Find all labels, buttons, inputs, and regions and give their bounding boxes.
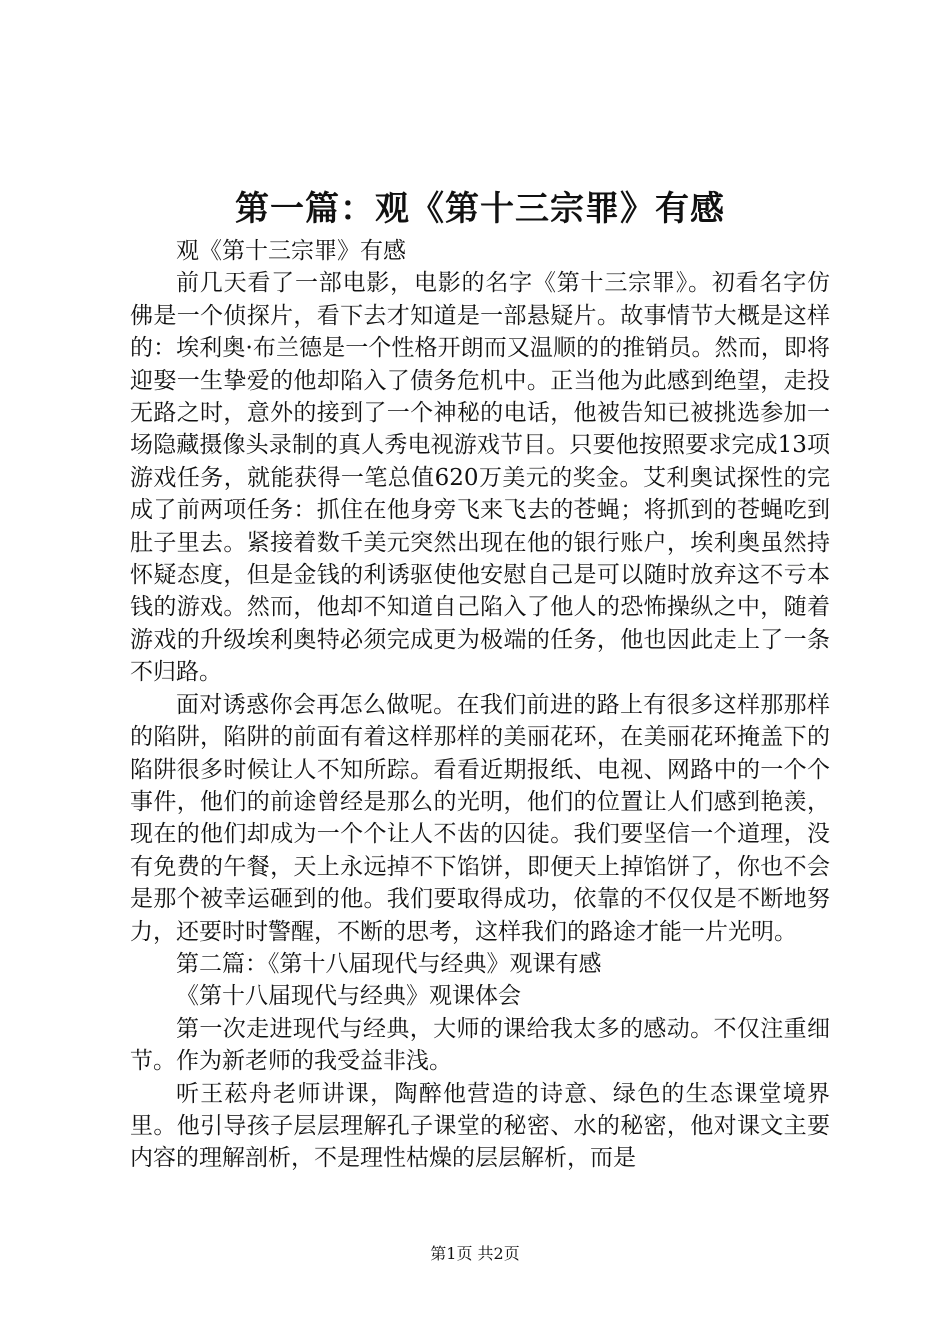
paragraph: 听王菘舟老师讲课，陶醉他营造的诗意、绿色的生态课堂境界里。他引导孩子层层理解孔子课堂的秘密、水的秘密，他对课文主要内容的理解剖析，不是理性枯燥的层层解析，而是 (130, 1080, 830, 1172)
document-body (130, 235, 830, 1175)
paragraph: 前几天看了一部电影，电影的名字《第十三宗罪》。初看名字仿佛是一个侦探片，看下去才知道是一部悬疑片。故事情节大概是这样的：埃利奥·布兰德是一个性格开朗而又温顺的的推销员。然而，即将迎娶一生挚爱的他却陷入了债务危机中。正当他为此感到绝望，走投无路之时，意外的接到了一个神秘的电话，他被告知已被挑选参加一场隐藏摄像头录制的真人秀电视游戏节目。只要他按照要求完成13项游戏任务，就能获得一笔总值620万美元的奖金。艾利奥试探性的完成了前两项任务：抓住在他身旁飞来飞去的苍蝇；将抓到的苍蝇吃到肚子里去。紧接着数千美元突然出现在他的银行账户，埃利奥虽然持怀疑态度，但是金钱的利诱驱使他安慰自己是可以随时放弃这不亏本钱的游戏。然而，他却不知道自己陷入了他人的恐怖操纵之中，随着游戏的升级埃利奥特必须完成更为极端的任务，他也因此走上了一条不归路。 (130, 270, 830, 686)
paragraph: 第二篇：《第十八届现代与经典》观课有感 (176, 950, 602, 977)
paragraph: 观《第十三宗罪》有感 (176, 238, 406, 264)
page-footer: 第1页 共2页 (430, 1244, 520, 1263)
document-page (130, 0, 830, 1344)
paragraph: 面对诱惑你会再怎么做呢。在我们前进的路上有很多这样那那样的陷阱，陷阱的前面有着这样那样的美丽花环，在美丽花环掩盖下的陷阱很多时候让人不知所踪。看看近期报纸、电视、网路中的一个个事件，他们的前途曾经是那么的光明，他们的位置让人们感到艳羡，现在的他们却成为一个个让人不齿的囚徒。我们要坚信一个道理，没有免费的午餐，天上永远掉不下馅饼，即便天上掉馅饼了，你也不会是那个被幸运砸到的他。我们要取得成功，依靠的不仅仅是不断地努力，还要时时警醒，不断的思考，这样我们的路途才能一片光明。 (130, 691, 830, 945)
paragraph: 《第十八届现代与经典》观课体会 (176, 983, 521, 1010)
paragraph: 第一次走进现代与经典，大师的课给我太多的感动。不仅注重细节。作为新老师的我受益非浅。 (130, 1015, 830, 1075)
document-title: 第一篇：观《第十三宗罪》有感 (235, 189, 725, 229)
